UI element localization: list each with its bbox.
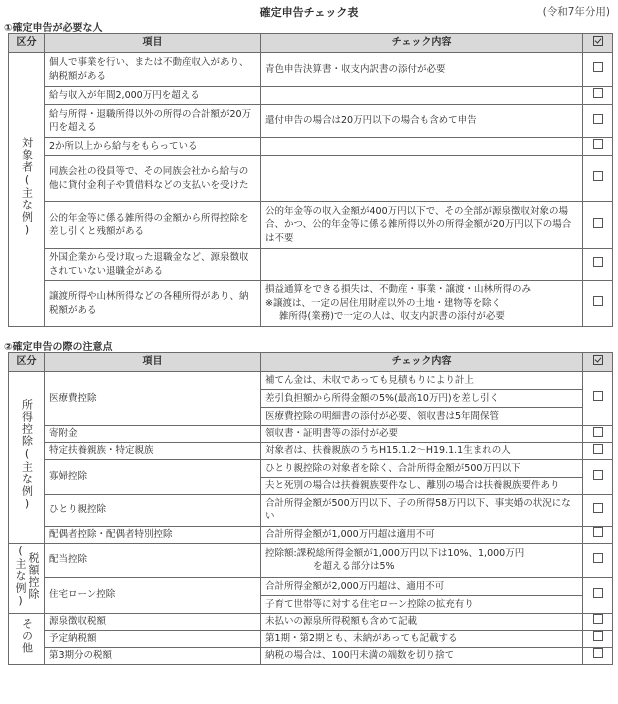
content-cell: 納税の場合は、100円未満の端数を切り捨て: [261, 647, 583, 664]
table-row: [9, 577, 613, 613]
table-row: [9, 249, 613, 281]
content-cell: 対象者は、扶養親族のうちH15.1.2〜H19.1.1生まれの人: [261, 443, 583, 460]
category-label: 対象者(主な例): [20, 137, 34, 238]
content-cell: [261, 138, 583, 156]
header-item: 項目: [45, 34, 261, 53]
item-cell: 配偶者控除・配偶者特別控除: [45, 526, 261, 543]
checkbox[interactable]: [593, 218, 603, 228]
checkbox[interactable]: [593, 470, 603, 480]
checkbox[interactable]: [593, 139, 603, 149]
table-row: [9, 630, 613, 647]
content-line: を超える部分は5%: [313, 561, 395, 572]
table-row: [9, 53, 613, 87]
checkbox[interactable]: [593, 527, 603, 537]
check-cell[interactable]: [583, 526, 613, 543]
content-line: 夫と死別の場合は扶養親族要件なし、離別の場合は扶養親族要件あり: [265, 480, 560, 491]
content-line: 損益通算をできる損失は、不動産・事業・譲渡・山林所得のみ: [265, 284, 532, 296]
header-category: 区分: [9, 353, 45, 372]
header-category: 区分: [9, 34, 45, 53]
content-line: 合計所得金額が2,000万円超は、適用不可: [261, 578, 582, 596]
table-row: [9, 156, 613, 202]
table-row: [9, 460, 613, 495]
content-line: 雑所得(業務)で一定の人は、収支内訳書の添付が必要: [279, 311, 505, 323]
check-cell[interactable]: [583, 543, 613, 577]
checkbox[interactable]: [593, 62, 603, 72]
content-cell: 領収書・証明書等の添付が必要: [261, 426, 583, 443]
checked-box-icon: [593, 36, 603, 46]
item-cell: 外国企業から受け取った退職金など、源泉徴収されていない退職金がある: [45, 249, 261, 281]
content-cell: [261, 372, 583, 426]
item-cell: 公的年金等に係る雑所得の金額から所得控除を差し引くと残額がある: [45, 202, 261, 249]
checkbox[interactable]: [593, 631, 603, 641]
content-line: 控除額:課税総所得金額が1,000万円以下は10%、1,000万円: [265, 547, 525, 559]
check-cell[interactable]: [583, 460, 613, 495]
table-row: [9, 105, 613, 138]
check-cell[interactable]: [583, 426, 613, 443]
content-cell: 第1期・第2期とも、未納があっても記載する: [261, 630, 583, 647]
table-row: [9, 202, 613, 249]
content-cell: [261, 156, 583, 202]
checkbox[interactable]: [593, 614, 603, 624]
table-row: [9, 543, 613, 577]
content-cell: [261, 577, 583, 613]
check-cell[interactable]: [583, 281, 613, 327]
checkbox[interactable]: [593, 588, 603, 598]
item-cell: 寡婦控除: [45, 460, 261, 495]
header-check-content: チェック内容: [261, 353, 583, 372]
item-cell: 予定納税額: [45, 630, 261, 647]
item-cell: 譲渡所得や山林所得などの各種所得があり、納税額がある: [45, 281, 261, 327]
checked-box-icon: [593, 355, 603, 365]
content-line: ※譲渡は、一定の居住用財産以外の土地・建物等を除く: [265, 297, 501, 309]
content-cell: [261, 460, 583, 495]
table-row: [9, 372, 613, 426]
check-cell[interactable]: [583, 105, 613, 138]
checkbox[interactable]: [593, 171, 603, 181]
table-row: [9, 443, 613, 460]
content-cell: 合計所得金額が500万円以下、子の所得58万円以下、事実婚の状況にない: [261, 494, 583, 526]
item-cell: 源泉徴収税額: [45, 613, 261, 630]
content-cell: [261, 543, 583, 577]
item-cell: 配当控除: [45, 543, 261, 577]
checkbox[interactable]: [593, 296, 603, 306]
content-line: 差引負担額から所得金額の5%(最高10万円)を差し引く: [261, 390, 582, 408]
check-cell[interactable]: [583, 372, 613, 426]
check-cell[interactable]: [583, 156, 613, 202]
item-cell: 特定扶養親族・特定親族: [45, 443, 261, 460]
table-row: [9, 87, 613, 105]
table-row: [9, 494, 613, 526]
item-cell: 同族会社の役員等で、その同族会社から給与の他に貸付金利子や賃借料などの支払いを受けた: [45, 156, 261, 202]
checkbox[interactable]: [593, 257, 603, 267]
check-cell[interactable]: [583, 138, 613, 156]
item-cell: 個人で事業を行い、または不動産収入があり、納税額がある: [45, 53, 261, 87]
content-cell: 未払いの源泉所得税額も含めて記載: [261, 613, 583, 630]
header-check: [583, 34, 613, 53]
content-cell: 還付申告の場合は20万円以下の場合も含めて申告: [261, 105, 583, 138]
check-cell[interactable]: [583, 647, 613, 664]
content-cell: 合計所得金額が1,000万円超は適用不可: [261, 526, 583, 543]
table-row: [9, 426, 613, 443]
table-row: [9, 526, 613, 543]
section1-table: [8, 33, 613, 327]
check-cell[interactable]: [583, 53, 613, 87]
check-cell[interactable]: [583, 87, 613, 105]
table-row: [9, 138, 613, 156]
content-cell: 公的年金等の収入金額が400万円以下で、その全部が源泉徴収対象の場合、かつ、公的年金等に係る雑所得以外の所得金額が20万円以下の場合は不要: [261, 202, 583, 249]
category-cell: [9, 53, 45, 327]
checkbox[interactable]: [593, 88, 603, 98]
check-cell[interactable]: [583, 249, 613, 281]
year-note: (令和7年分用): [542, 6, 610, 18]
table-row: [9, 613, 613, 630]
section1-heading: ①確定申告が必要な人: [4, 23, 103, 34]
checkbox[interactable]: [593, 553, 603, 563]
category-label: その他: [20, 618, 34, 655]
category-cell: [9, 543, 45, 613]
item-cell: ひとり親控除: [45, 494, 261, 526]
checkbox[interactable]: [593, 503, 603, 513]
category-label: 税額控除: [27, 551, 40, 600]
content-line: 医療費控除の明細書の添付が必要、領収書は5年間保管: [265, 411, 500, 422]
checkbox[interactable]: [593, 114, 603, 124]
check-cell[interactable]: [583, 202, 613, 249]
table-row: [9, 281, 613, 327]
category-cell: [9, 372, 45, 544]
content-cell: [261, 249, 583, 281]
item-cell: 寄附金: [45, 426, 261, 443]
content-line: 子育て世帯等に対する住宅ローン控除の拡充有り: [265, 598, 474, 610]
content-line: ひとり親控除の対象者を除く、合計所得金額が500万円以下: [261, 460, 582, 478]
item-cell: 住宅ローン控除: [45, 577, 261, 613]
category-cell: [9, 613, 45, 664]
check-cell[interactable]: [583, 494, 613, 526]
header-check-content: チェック内容: [261, 34, 583, 53]
category-label: 所得控除(主な例): [20, 399, 34, 511]
category-sublabel: (主な例): [14, 543, 27, 608]
content-cell: [261, 87, 583, 105]
checkbox[interactable]: [593, 444, 603, 454]
section2-table: [8, 352, 613, 665]
checkbox[interactable]: [593, 391, 603, 401]
section2-heading: ②確定申告の際の注意点: [4, 342, 113, 353]
content-line: 補てん金は、未収であっても見積もりにより計上: [261, 372, 582, 390]
item-cell: 2か所以上から給与をもらっている: [45, 138, 261, 156]
check-cell[interactable]: [583, 613, 613, 630]
checkbox[interactable]: [593, 648, 603, 658]
checkbox[interactable]: [593, 427, 603, 437]
item-cell: 給与所得・退職所得以外の所得の合計額が20万円を超える: [45, 105, 261, 138]
check-cell[interactable]: [583, 577, 613, 613]
table-header-row: [9, 353, 613, 372]
table-row: [9, 647, 613, 664]
header-item: 項目: [45, 353, 261, 372]
content-cell: 青色申告決算書・収支内訳書の添付が必要: [261, 53, 583, 87]
document-title: 確定申告チェック表: [259, 6, 359, 19]
table-header-row: [9, 34, 613, 53]
item-cell: 医療費控除: [45, 372, 261, 426]
check-cell[interactable]: [583, 443, 613, 460]
header-check: [583, 353, 613, 372]
content-cell: [261, 281, 583, 327]
item-cell: 第3期分の税額: [45, 647, 261, 664]
item-cell: 給与収入が年間2,000万円を超える: [45, 87, 261, 105]
check-cell[interactable]: [583, 630, 613, 647]
